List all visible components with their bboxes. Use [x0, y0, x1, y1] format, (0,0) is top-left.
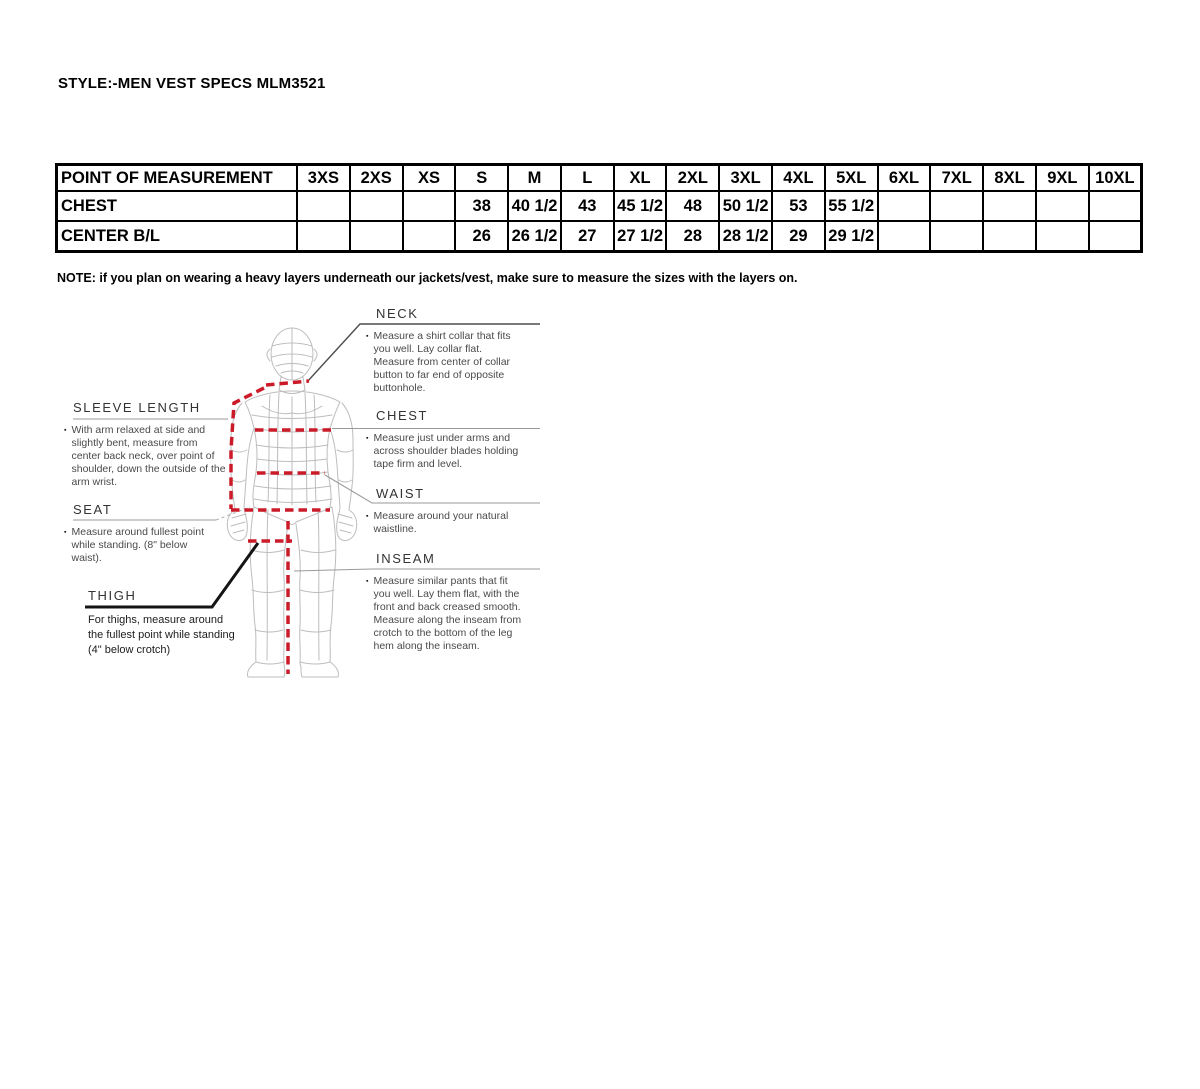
measurement-diagram — [0, 300, 600, 700]
col-header-size: M — [508, 165, 561, 192]
table-row — [57, 221, 1142, 252]
size-value-cell: 38 — [455, 191, 508, 221]
bullet-icon: ▪ — [366, 578, 369, 585]
size-value-cell: 27 1/2 — [614, 221, 667, 252]
size-value-cell — [1089, 191, 1142, 221]
size-table — [55, 163, 1143, 253]
size-value-cell — [297, 191, 350, 221]
section-waist-heading: WAIST — [376, 486, 425, 501]
size-value-cell — [297, 221, 350, 252]
section-inseam-heading: INSEAM — [376, 551, 436, 566]
size-value-cell — [930, 221, 983, 252]
section-waist-text: Measure around your natural waistline. — [373, 510, 509, 535]
section-neck-text: Measure a shirt collar that fits you well. Lay collar flat. Measure from center of collar button to far end of opposite buttonhole. — [373, 330, 511, 394]
page-title: STYLE:-MEN VEST SPECS MLM3521 — [58, 75, 326, 92]
col-header-size: 6XL — [878, 165, 931, 192]
size-value-cell: 50 1/2 — [719, 191, 772, 221]
section-inseam — [366, 551, 544, 653]
section-seat-heading: SEAT — [73, 502, 113, 517]
col-header-point-of-measurement: POINT OF MEASUREMENT — [57, 165, 298, 192]
size-value-cell: 29 1/2 — [825, 221, 878, 252]
section-seat — [64, 502, 229, 565]
size-value-cell: 48 — [666, 191, 719, 221]
col-header-size: XS — [403, 165, 456, 192]
size-value-cell: 43 — [561, 191, 614, 221]
size-value-cell: 28 — [666, 221, 719, 252]
size-value-cell: 55 1/2 — [825, 191, 878, 221]
col-header-size: 3XL — [719, 165, 772, 192]
size-value-cell: 28 1/2 — [719, 221, 772, 252]
col-header-size: 2XL — [666, 165, 719, 192]
col-header-size: XL — [614, 165, 667, 192]
col-header-size: 4XL — [772, 165, 825, 192]
size-value-cell — [930, 191, 983, 221]
col-header-size: 8XL — [983, 165, 1036, 192]
section-sleeve-length-heading: SLEEVE LENGTH — [73, 400, 201, 415]
size-value-cell — [403, 221, 456, 252]
size-value-cell — [1036, 191, 1089, 221]
size-value-cell: 53 — [772, 191, 825, 221]
size-table-header-row — [57, 165, 1142, 192]
size-value-cell — [350, 191, 403, 221]
size-value-cell — [878, 191, 931, 221]
row-label: CHEST — [57, 191, 298, 221]
col-header-size: 3XS — [297, 165, 350, 192]
section-chest — [366, 408, 544, 471]
size-table-body — [57, 191, 1142, 252]
note-text: NOTE: if you plan on wearing a heavy layers underneath our jackets/vest, make sure to measure the sizes with the layers on. — [57, 271, 798, 285]
bullet-icon: ▪ — [64, 427, 67, 434]
size-value-cell — [983, 191, 1036, 221]
table-row — [57, 191, 1142, 221]
bullet-icon: ▪ — [366, 513, 369, 520]
col-header-size: 5XL — [825, 165, 878, 192]
section-thigh-heading: THIGH — [88, 588, 137, 603]
size-value-cell: 29 — [772, 221, 825, 252]
section-thigh-text: For thighs, measure around the fullest point while standing (4" below crotch) — [88, 614, 235, 656]
col-header-size: 7XL — [930, 165, 983, 192]
col-header-size: L — [561, 165, 614, 192]
col-header-size: 2XS — [350, 165, 403, 192]
row-label: CENTER B/L — [57, 221, 298, 252]
size-value-cell: 26 — [455, 221, 508, 252]
size-value-cell — [878, 221, 931, 252]
section-sleeve-length — [64, 400, 236, 489]
section-waist — [366, 486, 544, 536]
section-sleeve-length-text: With arm relaxed at side and slightly bent, measure from center back neck, over point of shoulder, down the outside of the arm wrist. — [71, 424, 226, 488]
col-header-size: 10XL — [1089, 165, 1142, 192]
section-seat-text: Measure around fullest point while standing. (8" below waist). — [71, 526, 204, 564]
size-value-cell: 26 1/2 — [508, 221, 561, 252]
neck-measure-line — [266, 381, 309, 385]
size-value-cell — [983, 221, 1036, 252]
bullet-icon: ▪ — [64, 529, 67, 536]
col-header-size: 9XL — [1036, 165, 1089, 192]
col-header-size: S — [455, 165, 508, 192]
size-value-cell — [1089, 221, 1142, 252]
section-chest-heading: CHEST — [376, 408, 429, 423]
section-inseam-text: Measure similar pants that fit you well. Lay them flat, with the front and back creased smooth. Measure along the inseam from crotch to the bottom of the leg hem along the inseam. — [373, 575, 522, 652]
section-neck — [366, 306, 544, 395]
size-value-cell: 27 — [561, 221, 614, 252]
section-chest-text: Measure just under arms and across shoulder blades holding tape firm and level. — [373, 432, 519, 470]
section-neck-heading: NECK — [376, 306, 419, 321]
size-value-cell — [403, 191, 456, 221]
bullet-icon: ▪ — [366, 435, 369, 442]
size-value-cell — [350, 221, 403, 252]
bullet-icon: ▪ — [366, 333, 369, 340]
size-value-cell: 40 1/2 — [508, 191, 561, 221]
section-thigh — [88, 588, 248, 658]
size-value-cell: 45 1/2 — [614, 191, 667, 221]
size-value-cell — [1036, 221, 1089, 252]
